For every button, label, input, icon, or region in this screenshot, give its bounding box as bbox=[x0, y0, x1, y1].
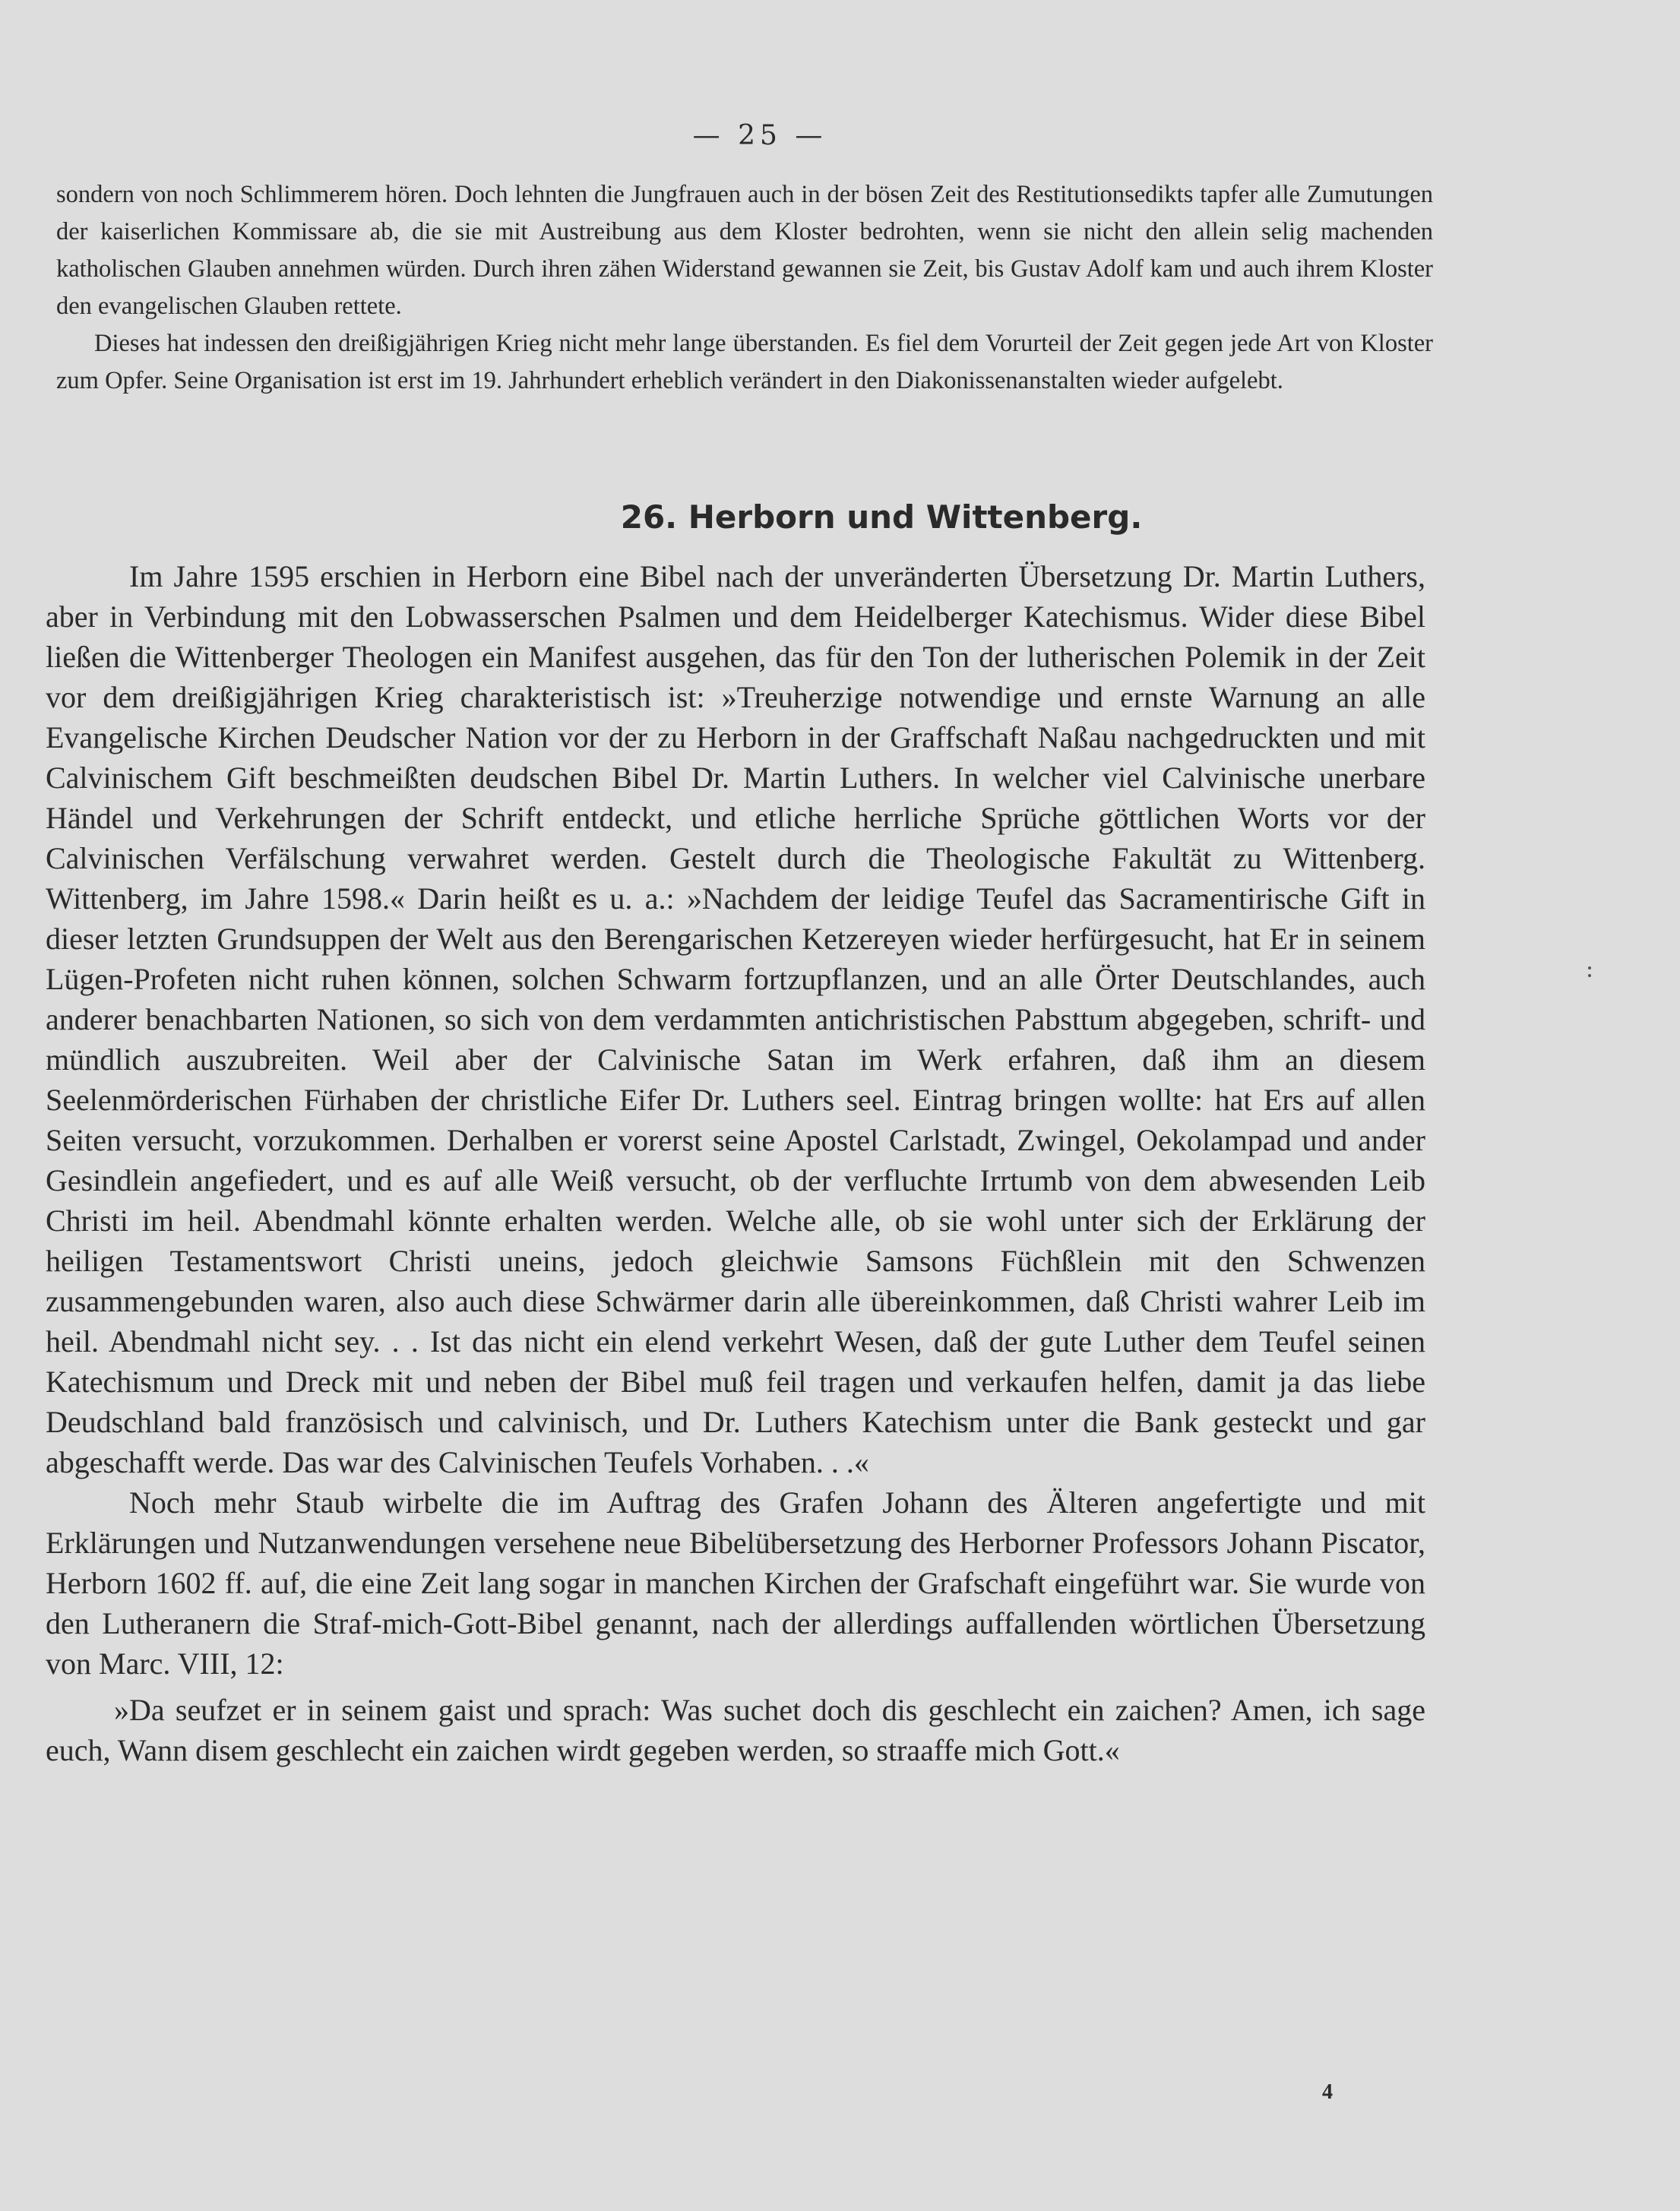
intro-text bbox=[56, 176, 1433, 400]
body-paragraph: Im Jahre 1595 erschien in Herborn eine Bibel nach der unveränderten Übersetzung Dr. Martin Luthers, aber in Verbindung mit den Lobwasserschen Psalmen und dem Heidelberger Katechismus. Wider diese Bibel ließen die Wittenberger Theologen ein Manifest ausgehen, das für den Ton der lutherischen Polemik in der Zeit vor dem dreißigjährigen Krieg charakteristisch ist: »Treuherzige notwendige und ernste Warnung an alle Evangelische Kirchen Deudscher Nation vor der zu Herborn in der Graffschaft Naßau nachgedruckten und mit Calvinischem Gift beschmeißten deudschen Bibel Dr. Martin Luthers. In welcher viel Calvinische unerbare Händel und Verkehrungen der Schrift entdeckt, und etliche herrliche Sprüche göttlichen Worts vor der Calvinischen Verfälschung verwahret werden. Gestelt durch die Theologische Fakultät zu Wittenberg. Wittenberg, im Jahre 1598.« Darin heißt es u. a.: »Nachdem der leidige Teufel das Sacramentirische Gift in dieser letzten Grundsuppen der Welt aus den Berengarischen Ketzereyen wieder herfürgesucht, hat Er in seinem Lügen-Profeten nicht ruhen können, solchen Schwarm fortzupflanzen, und an alle Örter Deutschlandes, auch anderer benachbarten Nationen, so sich von dem verdammten antichristischen Pabsttum abgegeben, schrift- und mündlich auszubreiten. Weil aber der Calvinische Satan im Werk erfahren, daß ihm an diesem Seelenmörderischen Fürhaben der christliche Eifer Dr. Luthers seel. Eintrag bringen wollte: hat Ers auf allen Seiten versucht, vorzukommen. Derhalben er vorerst seine Apostel Carlstadt, Zwingel, Oekolampad und ander Gesindlein angefiedert, und es auf alle Weiß versucht, ob der verfluchte Irrtumb von dem abwesenden Leib Christi im heil. Abendmahl könnte erhalten werden. Welche alle, ob sie wohl unter sich der Erklärung der heiligen Testamentswort Christi uneins, jedoch gleichwie Samsons Füchßlein mit den Schwenzen zusammengebunden waren, also auch diese Schwärmer darin alle übereinkommen, daß Christi wahrer Leib im heil. Abendmahl nicht sey. . . Ist das nicht ein elend verkehrt Wesen, daß der gute Luther dem Teufel seinen Katechismum und Dreck mit und neben der Bibel muß feil tragen und verkaufen helfen, damit ja das liebe Deudschland bald französisch und calvinisch, und Dr. Luthers Katechism unter die Bank gesteckt und gar abgeschafft werde. Das war des Calvinischen Teufels Vorhaben. . .« bbox=[46, 559, 1425, 1479]
section-heading: 26. Herborn und Wittenberg. bbox=[620, 498, 1143, 536]
page-number: — 25 — bbox=[692, 120, 827, 151]
signature-mark: 4 bbox=[1322, 2080, 1333, 2104]
body-text bbox=[46, 556, 1425, 1770]
margin-speck bbox=[1588, 974, 1591, 977]
intro-paragraph: Dieses hat indessen den dreißigjährigen Krieg nicht mehr lange überstanden. Es fiel dem Vorurteil der Zeit gegen jede Art von Kloster zum Opfer. Seine Organisation ist erst im 19. Jahrhundert erheblich verändert in den Diakonissenanstalten wieder aufgelebt. bbox=[56, 330, 1433, 394]
margin-speck bbox=[1588, 966, 1591, 969]
bible-quote: »Da seufzet er in seinem gaist und sprach: Was suchet doch dis geschlecht ein zaichen? Amen, ich sage euch, Wann disem geschlecht ein zaichen wirdt gegeben werden, so straaffe mich Gott.« bbox=[46, 1693, 1425, 1767]
body-paragraph: Noch mehr Staub wirbelte die im Auftrag des Grafen Johann des Älteren angefertigte und mit Erklärungen und Nutzanwendungen versehene neue Bibelübersetzung des Herborner Professors Johann Piscator, Herborn 1602 ff. auf, die eine Zeit lang sogar in manchen Kirchen der Grafschaft eingeführt war. Sie wurde von den Lutheranern die Straf-mich-Gott-Bibel genannt, nach der allerdings auffallenden wörtlichen Übersetzung von Marc. VIII, 12: bbox=[46, 1485, 1425, 1681]
intro-paragraph: sondern von noch Schlimmerem hören. Doch lehnten die Jungfrauen auch in der bösen Zeit des Restitutionsedikts tapfer alle Zumutungen der kaiserlichen Kommissare ab, die sie mit Austreibung aus dem Kloster bedrohten, wenn sie nicht den allein selig machenden katholischen Glauben annehmen würden. Durch ihren zähen Widerstand gewannen sie Zeit, bis Gustav Adolf kam und auch ihrem Kloster den evangelischen Glauben rettete. bbox=[56, 181, 1433, 320]
